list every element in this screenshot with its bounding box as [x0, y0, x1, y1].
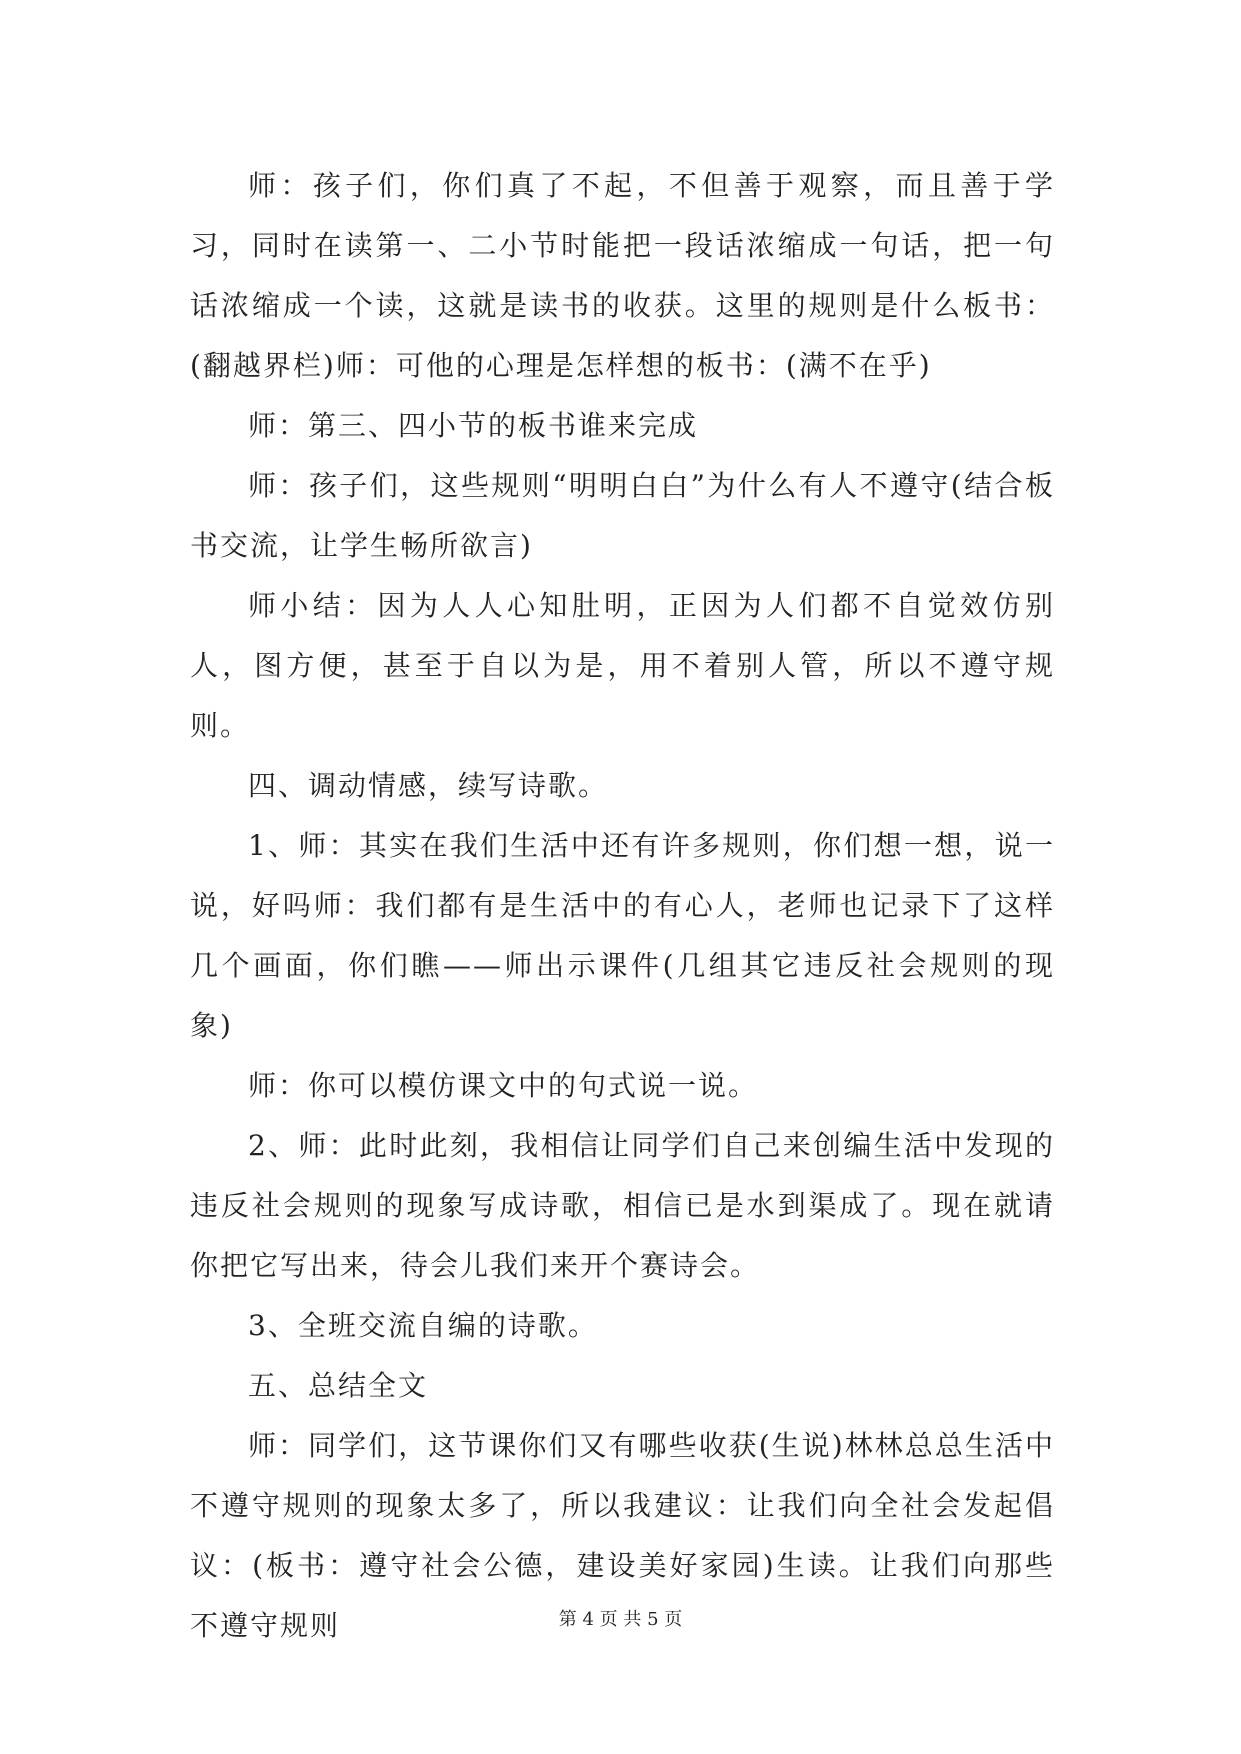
- paragraph: 师：孩子们，你们真了不起，不但善于观察，而且善于学习，同时在读第一、二小节时能把一段话浓缩成一句话，把一句话浓缩成一个读，这就是读书的收获。这里的规则是什么板书：(翻越界栏)师：可他的心理是怎样想的板书：(满不在乎): [190, 169, 1055, 382]
- paragraph: 3、全班交流自编的诗歌。: [248, 1309, 598, 1342]
- section-heading: 五、总结全文: [248, 1369, 429, 1402]
- paragraph: 师小结：因为人人心知肚明，正因为人们都不自觉效仿别人，图方便，甚至于自以为是，用不着别人管，所以不遵守规则。: [190, 589, 1055, 742]
- document-body: [190, 156, 1055, 1656]
- section-heading: 四、调动情感，续写诗歌。: [248, 769, 609, 802]
- paragraph: 2、师：此时此刻，我相信让同学们自己来创编生活中发现的违反社会规则的现象写成诗歌，相信已是水到渠成了。现在就请你把它写出来，待会儿我们来开个赛诗会。: [190, 1129, 1055, 1282]
- page-number-footer: 第 4 页 共 5 页: [558, 1609, 683, 1630]
- paragraph: 师：同学们，这节课你们又有哪些收获(生说)林林总总生活中不遵守规则的现象太多了，所以我建议：让我们向全社会发起倡议：(板书：遵守社会公德，建设美好家园)生读。让我们向那些不遵守规则: [190, 1429, 1055, 1642]
- paragraph: 师：你可以模仿课文中的句式说一说。: [248, 1069, 759, 1102]
- paragraph: 师：第三、四小节的板书谁来完成: [248, 409, 699, 442]
- paragraph: 1、师：其实在我们生活中还有许多规则，你们想一想，说一说，好吗师：我们都有是生活中的有心人，老师也记录下了这样几个画面，你们瞧——师出示课件(几组其它违反社会规则的现象): [190, 829, 1055, 1042]
- paragraph: 师：孩子们，这些规则“明明白白”为什么有人不遵守(结合板书交流，让学生畅所欲言): [190, 469, 1055, 562]
